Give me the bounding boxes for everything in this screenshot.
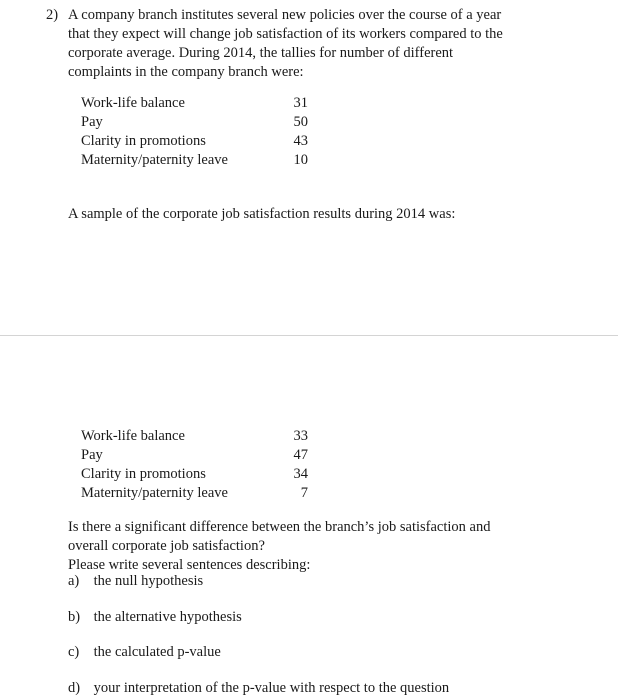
category-count: 50: [293, 114, 308, 130]
category-count: 10: [293, 152, 308, 168]
table-row: [81, 446, 311, 465]
part-text: your interpretation of the p-value with respect to the question: [93, 680, 450, 696]
category-count: 31: [293, 95, 308, 111]
category-label: Maternity/paternity leave: [81, 485, 228, 501]
prompt-line: Is there a significant difference between the branch’s job satisfaction and: [68, 519, 491, 535]
part-label: d): [68, 680, 81, 696]
part-text: the null hypothesis: [93, 573, 204, 589]
category-count: 34: [293, 466, 308, 482]
question-number: 2): [46, 7, 59, 23]
part-text: the calculated p-value: [93, 644, 221, 660]
prompt-line: Please write several sentences describing:: [68, 557, 311, 573]
table-row: [81, 465, 311, 484]
table-row: [81, 113, 311, 132]
page-divider: [0, 335, 618, 336]
table-row: [81, 132, 311, 151]
intro-line: A company branch institutes several new policies over the course of a year: [68, 7, 502, 23]
branch-complaints-table: [81, 94, 311, 170]
sample-intro-line: A sample of the corporate job satisfaction results during 2014 was:: [68, 206, 456, 222]
category-count: 7: [300, 485, 308, 501]
table-row: [81, 427, 311, 446]
part-d-item: [68, 679, 449, 698]
prompt-line: overall corporate job satisfaction?: [68, 538, 265, 554]
table-row: [81, 484, 311, 503]
category-count: 43: [293, 133, 308, 149]
intro-line: complaints in the company branch were:: [68, 64, 304, 80]
category-count: 47: [293, 447, 308, 463]
category-count: 33: [293, 428, 308, 444]
category-label: Clarity in promotions: [81, 466, 206, 482]
table-row: [81, 94, 311, 113]
category-label: Work-life balance: [81, 428, 185, 444]
part-label: a): [68, 573, 80, 589]
intro-line: corporate average. During 2014, the tallies for number of different: [68, 45, 454, 61]
category-label: Pay: [81, 447, 103, 463]
part-c-item: [68, 643, 221, 662]
corporate-satisfaction-table: [81, 427, 311, 503]
question-intro: [68, 6, 558, 82]
part-a-item: [68, 572, 203, 591]
part-label: b): [68, 609, 81, 625]
table-row: [81, 151, 311, 170]
part-label: c): [68, 644, 80, 660]
category-label: Maternity/paternity leave: [81, 152, 228, 168]
category-label: Clarity in promotions: [81, 133, 206, 149]
intro-line: that they expect will change job satisfaction of its workers compared to the: [68, 26, 503, 42]
question-prompt: [68, 518, 568, 575]
category-label: Work-life balance: [81, 95, 185, 111]
part-b-item: [68, 608, 242, 627]
part-text: the alternative hypothesis: [93, 609, 242, 625]
category-label: Pay: [81, 114, 103, 130]
